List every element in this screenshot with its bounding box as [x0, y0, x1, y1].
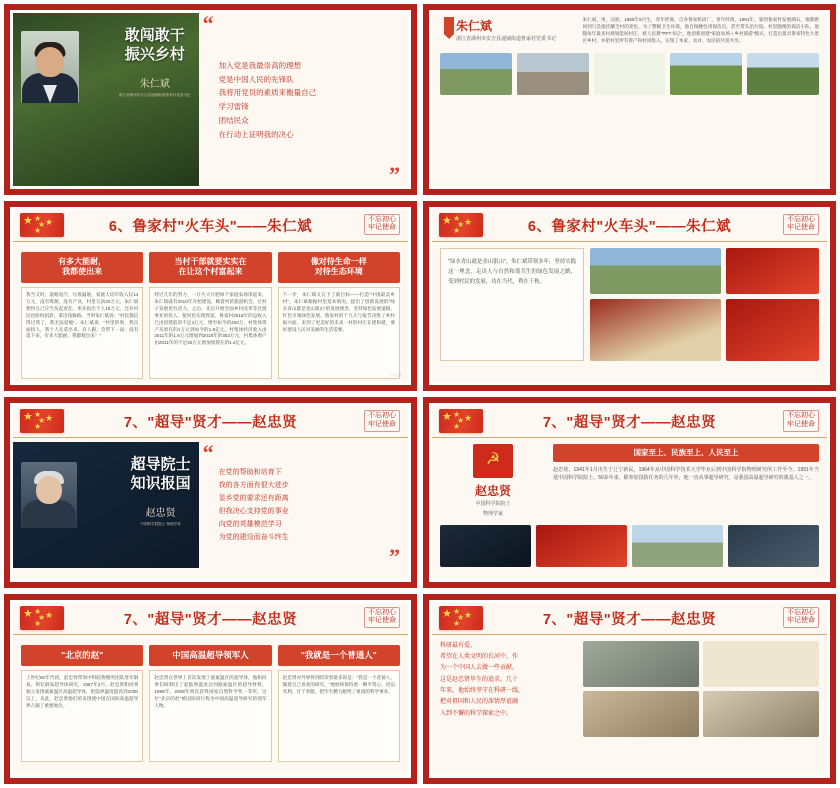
- slide1-quote-block: [199, 13, 408, 186]
- slide8-text-line: 这是赵忠贤毕生的追求。几十: [440, 676, 519, 683]
- quote-line: 我的各方面有很大进步: [218, 482, 289, 490]
- quote-line: 在行动上证明我的决心: [218, 130, 294, 139]
- card-heading-line2: 在让这个村富起来: [178, 267, 243, 277]
- slide8-text-line: 把对祖国和人民的深情厚谊融: [440, 699, 519, 706]
- content-card: [149, 252, 271, 380]
- stamp-line-2: 牢记使命: [368, 617, 396, 625]
- slide3-title: 6、鲁家村"火车头"——朱仁斌: [108, 218, 313, 235]
- slide-2: [423, 4, 836, 195]
- card-heading: 中国高温超导领军人: [149, 645, 271, 666]
- card-heading-line2: 对待生态环境: [314, 267, 363, 277]
- slide5-title-line2: 知识报国: [130, 474, 191, 492]
- slide8-text-line: 入到不懈的科学探索之中。: [440, 710, 513, 717]
- slide8-title: 7、"超导"贤才——赵忠贤: [542, 611, 717, 628]
- slogan-stamp: [364, 214, 400, 236]
- slide6-paragraph: 赵忠贤，1941年1月出生于辽宁新民。1964年从中国科学技术大学毕业后到中国科学院物理研究所工作至今。1991年当选中国科学院院士。50多年来，除参加国防任务的几年外，他一直从事超导研究，是我国高温超导研究的奠基人之一。: [553, 467, 819, 481]
- slide2-person-role: 浙江省湖州市安吉县递铺街道鲁家村党委书记: [456, 36, 557, 42]
- photo-elder-group-1: [583, 641, 699, 687]
- slide1-title-line2: 振兴乡村: [124, 45, 185, 63]
- card-heading: "北京的赵": [21, 645, 143, 666]
- slogan-stamp: [783, 214, 819, 236]
- stamp-line-2: 牢记使命: [787, 224, 815, 232]
- stamp-line-2: 牢记使命: [368, 420, 396, 428]
- stamp-line-2: 牢记使命: [787, 617, 815, 625]
- card-heading: "我就是一个普通人": [278, 645, 400, 666]
- thumbnail-image: [670, 53, 742, 95]
- flag-badge-icon: ★ ★ ★ ★ ★: [19, 408, 65, 434]
- slide1-title-line1: 敢闯敢干: [124, 27, 185, 44]
- slide-4: [423, 201, 836, 392]
- photo-elder-group-2: [583, 691, 699, 737]
- card-heading: [278, 252, 400, 284]
- flag-badge-icon: ★ ★ ★ ★ ★: [438, 605, 484, 631]
- slide-5: [4, 397, 417, 588]
- zhao-portrait-photo: [13, 442, 199, 568]
- slide8-text-line: 为一个中国人去做一些贡献，: [440, 665, 519, 672]
- photo-red-stage: [726, 248, 819, 295]
- slide5-person-subtitle: 中国科学院院士 物理学家: [140, 521, 181, 526]
- card-text: 下一步，朱仁斌又在下了新目标——打造"中国最美乡村"。朱仁斌根据村里基本情况，提出了创新发展的"绿水青山就是金山银山"的发展理念，坚持绿色发展道路。红色引领绿色发展，鲁家村的十九大与报告决胜了乡村振兴面，来到了更美好的未来一村的村庄在建和谐，要好建设人民对美丽的生活需要。: [282, 292, 395, 332]
- stamp-line-1: 不忘初心: [368, 215, 396, 223]
- quote-line: 加入党是我最崇高的理想: [218, 60, 302, 70]
- stamp-line-1: 不忘初心: [787, 215, 815, 223]
- photo-lecture-hall: [703, 691, 819, 737]
- card-text: 经过几年的努力，一片片大片肥绿个家庭农场串起来，朱仁斌就有2010年开始建设，顺着村的旅游机会，让村子发展更有活力。之后，先后开展全面乡村改革等过渡事业的投入，使村民实现致富。鲁家村2018年的总收入已由创建前的不足3万元，增至如今的400万，村集体资产从原有的1万元到如今的1.8亿元。村集体经济收入由2011年的1.8万元增加到2018年的353万元，村集体资产由2011年的不足30万元增加到现在的1.4亿元。: [154, 292, 267, 346]
- quote-line: 党是中国人民的先锋队: [218, 74, 294, 84]
- quote-line: 学习雷锋: [218, 102, 249, 112]
- photo-red-flag-event: [726, 299, 819, 360]
- quote-line: 为党的建设而奋斗终生: [218, 533, 289, 541]
- slide1-person-subtitle: 浙江省湖州市安吉县递铺街道鲁家村党委书记: [118, 92, 191, 97]
- watermark: 千库网: [390, 373, 402, 378]
- card-text: 赵忠贤在世界上首次发现了液氮温区的超导体，他和同事们研制出了起临界温度达到液氮温区的超导材料，1989年、2008年两次获得国家自然科学奖一等奖，这位"北京的赵"被国际同行称为中国高温超导研究的领军人物。: [154, 674, 267, 708]
- slide-header: [13, 603, 408, 635]
- content-card: [278, 252, 400, 380]
- slide-3: [4, 201, 417, 392]
- flag-badge-icon: ★ ★ ★ ★ ★: [438, 212, 484, 238]
- slide-header: [13, 210, 408, 242]
- flag-marker-icon: [444, 17, 454, 39]
- card-heading-line1: 当村干部就要实实在: [174, 256, 247, 266]
- card-heading-line2: 我都使出来: [62, 267, 103, 277]
- slide-1: [4, 4, 417, 195]
- thumbnail-image: [517, 53, 589, 95]
- slide-header: [432, 603, 827, 635]
- slide4-quote: "绿水青山就是金山银山"，朱仁斌带领多年，坚持实践这一理念，走出人与自然和谐共生的绿色发展之路，受到村民的发展，功在当代，利在千秋。: [440, 248, 584, 361]
- slide-header: [432, 406, 827, 438]
- content-card: [21, 252, 143, 380]
- slide-6: [423, 397, 836, 588]
- quote-line: 向党的英雄模范学习: [218, 520, 282, 528]
- quote-open-icon: “: [202, 440, 214, 465]
- slide5-quote-block: [199, 442, 408, 568]
- slide8-text-line: 年来，他始终坚守在科研一线，: [440, 688, 525, 695]
- thumbnail-image: [747, 53, 819, 95]
- slogan-stamp: [364, 607, 400, 629]
- slide-header: [13, 406, 408, 438]
- flag-badge-icon: ★ ★ ★ ★ ★: [19, 605, 65, 631]
- slide6-person-role-2: 物理学家: [483, 510, 504, 517]
- slide-7: [4, 594, 417, 785]
- quote-line: 在党的帮助和培育下: [218, 469, 282, 477]
- thumbnail-image: [632, 525, 723, 567]
- stamp-line-2: 牢记使命: [787, 420, 815, 428]
- stamp-line-1: 不忘初心: [787, 412, 815, 419]
- flag-badge-icon: ★ ★ ★ ★ ★: [438, 408, 484, 434]
- quote-close-icon: ”: [389, 161, 400, 186]
- headshot-image: [21, 31, 79, 103]
- quote-line: 但我决心支持党的事业: [218, 508, 289, 515]
- slogan-stamp: [783, 410, 819, 432]
- thumbnail-image: [728, 525, 819, 567]
- thumbnail-image: [536, 525, 627, 567]
- slide-8: [423, 594, 836, 785]
- slogan-stamp: [364, 410, 400, 432]
- slide8-text-line: 希望在人类文明的长河中，作: [440, 653, 519, 660]
- stamp-line-1: 不忘初心: [368, 412, 396, 419]
- slide-header: [432, 210, 827, 242]
- card-heading: [149, 252, 271, 284]
- card-heading-line1: 有多大能耐，: [58, 256, 107, 266]
- slogan-stamp: [783, 607, 819, 629]
- card-text: 赵忠贤对外界得到的荣誉最多的是："我是一个普通人，做着自己喜欢的研究。"他始终保持着一颗平常心，淡泊名利，甘于奉献，把毕生精力献给了祖国的科学事业。: [282, 674, 395, 694]
- card-text: 上世纪80年代初，赵忠贤带领中科院物理所团队进军铜氧、钡钇铜氧超导体研究，1987年2月，赵忠贤和同事独立发现液氮温区高温超导体，把临界温度提高到100K以上，从此，赵忠贤他们的发现使中国在国际高温超导界占据了重要地位。: [26, 674, 139, 708]
- party-emblem-icon: ☭: [473, 444, 513, 478]
- quote-line: 显乡党的要求还有距离: [218, 495, 289, 503]
- slide2-paragraph: 朱仁斌，男，汉族，1965年9月生，青年经商，自办鲁家机砖厂，青年经商，1991年，靠到鲁家村发展湖石，他都跑回到只是指挂耀全村的变化，为了整顿卫生环境，他自掏腰包请保洁员，甚至带头治垃圾。村里随便的保洁小队，他随每年最多村规划能回村庄，被人民教"PPT书记"。他创新创建"家庭农场＋乡村旅游"模式，打造出最具鲁家特色大景区乡村，并把村里所有资产和村同股入，实现了本家、农业、农民的共富共享。: [582, 17, 819, 43]
- quote-line: 我将用党员的素质来衡量自己: [218, 88, 317, 98]
- flag-badge-icon: ★ ★ ★ ★ ★: [19, 212, 65, 238]
- content-card: [149, 645, 271, 762]
- photo-village-aerial: [590, 248, 721, 295]
- slide6-person-name: 赵忠贤: [475, 484, 512, 498]
- slide7-title: 7、"超导"贤才——赵忠贤: [123, 611, 298, 628]
- photo-temple-ceremony: [590, 299, 721, 360]
- thumbnail-image: [594, 53, 666, 95]
- slide2-person-name: 朱仁斌: [456, 19, 493, 33]
- slide8-text-line: 科研最有爱，: [440, 642, 477, 649]
- zhu-portrait-photo: [13, 13, 199, 186]
- quote-close-icon: ”: [389, 544, 400, 570]
- thumbnail-image: [440, 53, 512, 95]
- stamp-line-2: 牢记使命: [368, 224, 396, 232]
- quote-line: 团结民众: [218, 116, 249, 126]
- content-card: [21, 645, 143, 762]
- stamp-line-1: 不忘初心: [787, 608, 815, 616]
- slide5-title-line1: 超导院士: [130, 456, 191, 473]
- slide6-person-role-1: 中国科学院院士: [475, 501, 511, 507]
- headshot-image: [21, 462, 77, 528]
- slide5-title: 7、"超导"贤才——赵忠贤: [123, 415, 298, 431]
- quote-open-icon: “: [202, 13, 214, 36]
- thumbnail-image: [440, 525, 531, 567]
- slide5-person-name: 赵忠贤: [145, 507, 176, 519]
- slide6-red-banner: 国家至上、民族至上、人民至上: [553, 444, 819, 462]
- slide6-title: 7、"超导"贤才——赵忠贤: [542, 415, 717, 431]
- slide4-title: 6、鲁家村"火车头"——朱仁斌: [527, 218, 732, 235]
- card-heading: [21, 252, 143, 284]
- slide1-person-name: 朱仁斌: [139, 78, 170, 90]
- photo-calligraphy-scroll: [703, 641, 819, 687]
- content-card: [278, 645, 400, 762]
- card-text: 我当又时，道路泥泞，垃圾遍地，家庭人均年收入仅14万元，没有资源、没有产业，村里欠款20万元。朱仁斌想得自己应当负起责任，率先捐出个人18万元，还有村民也纷纷捐款，拿出钱修路。当时朱仁斌说："村民都信得过我了，我无法退缩"。朱仁斌说："村里的事，我出面找人，我个人先拿出来，有人跟，会带下一届；没有落下来，有多大能耐，我都使出来！": [26, 292, 139, 339]
- stamp-line-1: 不忘初心: [368, 608, 396, 616]
- card-heading-line1: 像对待生命一样: [310, 256, 367, 266]
